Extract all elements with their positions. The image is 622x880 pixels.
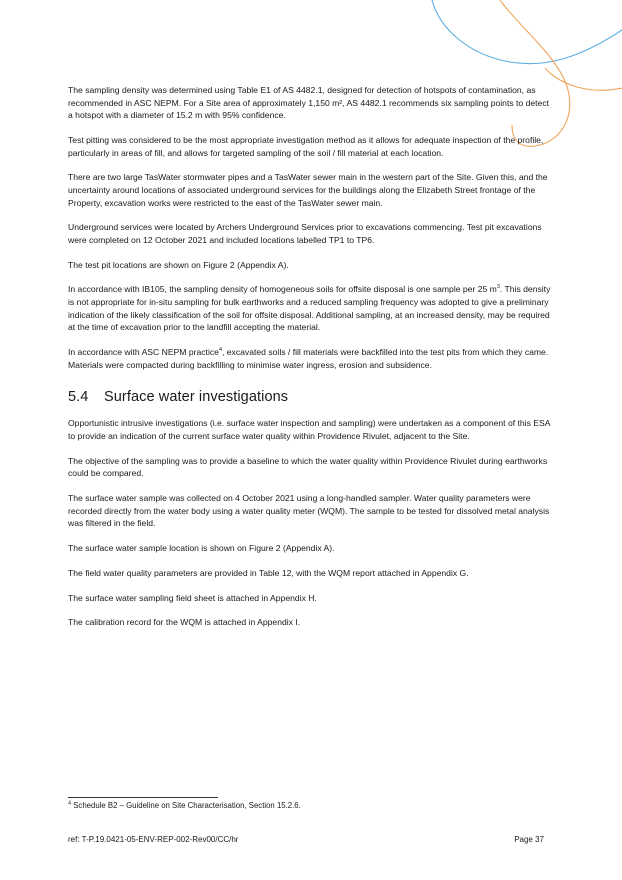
paragraph-sample-collection: The surface water sample was collected on 4 October 2021 using a long-handled sampler. Water quality parameters were recorded directly from the water body using a water quality meter (WQM). The sample to be tested for dissolved metal analysis was filtered in the field. [68,492,550,529]
paragraph-field-sheet: The surface water sampling field sheet is attached in Appendix H. [68,592,317,603]
footer-reference: ref: T-P.19.0421-05-ENV-REP-002-Rev00/CC/hr [68,835,239,844]
paragraph-opportunistic-investigations: Opportunistic intrusive investigations (i.e. surface water inspection and sampling) were undertaken as a component of this ESA to provide an indication of the current surface water quality within Providence Rivulet, adjacent to the Site. [68,418,550,441]
blue-arc [432,0,622,64]
paragraph-test-pitting: Test pitting was considered to be the most appropriate investigation method as it allows for adequate inspection of the profile, particularly in areas of fill, and allows for targeted sampling of the soil / fill material at each location. [68,134,544,158]
paragraph-field-parameters: The field water quality parameters are provided in Table 12, with the WQM report attached in Appendix G. [68,567,469,578]
paragraph-test-pit-locations: The test pit locations are shown on Figure 2 (Appendix A). [68,259,289,270]
section-title: Surface water investigations [104,389,289,406]
paragraph-asc-nepm: In accordance with ASC NEPM practice$^4$, excavated soils / fill materials were backfilled into the test pits from which they came. Materials were compacted during backfilling to minimise water ingress, erosion and subsidence. [68,347,549,370]
page-number: Page 37 [514,835,544,844]
footnote [68,801,301,810]
footnote-divider [68,797,218,798]
paragraph-taswater-pipes: There are two large TasWater stormwater pipes and a TasWater sewer main in the western part of the Site. Given this, and the uncertainty around locations of associated underground services for the buildings along the Elizabeth Street frontage of the Property, excavation works were restricted to the east of the TasWater sewer main. [68,172,548,208]
footnote-marker: 4 [68,800,72,807]
page-body [68,84,552,641]
footnote-reference: 4 [218,347,222,354]
orange-arc-right [545,68,622,90]
paragraph-sample-location: The surface water sample location is shown on Figure 2 (Appendix A). [68,542,335,553]
paragraph-ib105: In accordance with IB105, the sampling density of homogeneous soils for offsite disposal is one sample per 25 $m^3$. This density is not appropriate for in-situ sampling for bulk earthworks and a reduced sampling frequency was adopted to give a preliminary indication of the likely classification of the soil for offsite disposal. Additional sampling, at an increased density, may be required at the time of excavation prior to the landfill accepting the material. [68,284,551,333]
paragraph-calibration-record: The calibration record for the WQM is attached in Appendix I. [68,617,301,628]
paragraph-objective: The objective of the sampling was to provide a baseline to which the water quality within Providence Rivulet during earthworks could be compared. [68,455,548,479]
footnote-text: Schedule B2 – Guideline on Site Characterisation, Section 15.2.6. [71,801,301,810]
paragraph-underground-services: Underground services were located by Archers Underground Services prior to excavations commencing. Test pit excavations were completed on 12 October 2021 and included locations labelled TP1 to TP6. [68,222,542,245]
paragraph-sampling-density: The sampling density was determined using Table E1 of AS 4482.1, designed for detection of hotspots of contamination, as recommended in ASC NEPM. For a Site area of approximately 1,150 m², AS 4482.1 recommends six sampling points to detect a hotspot with a diameter of 15.2 m with 95% confidence. [68,85,550,121]
section-heading [68,389,552,405]
section-number: 5.4 [68,389,89,406]
